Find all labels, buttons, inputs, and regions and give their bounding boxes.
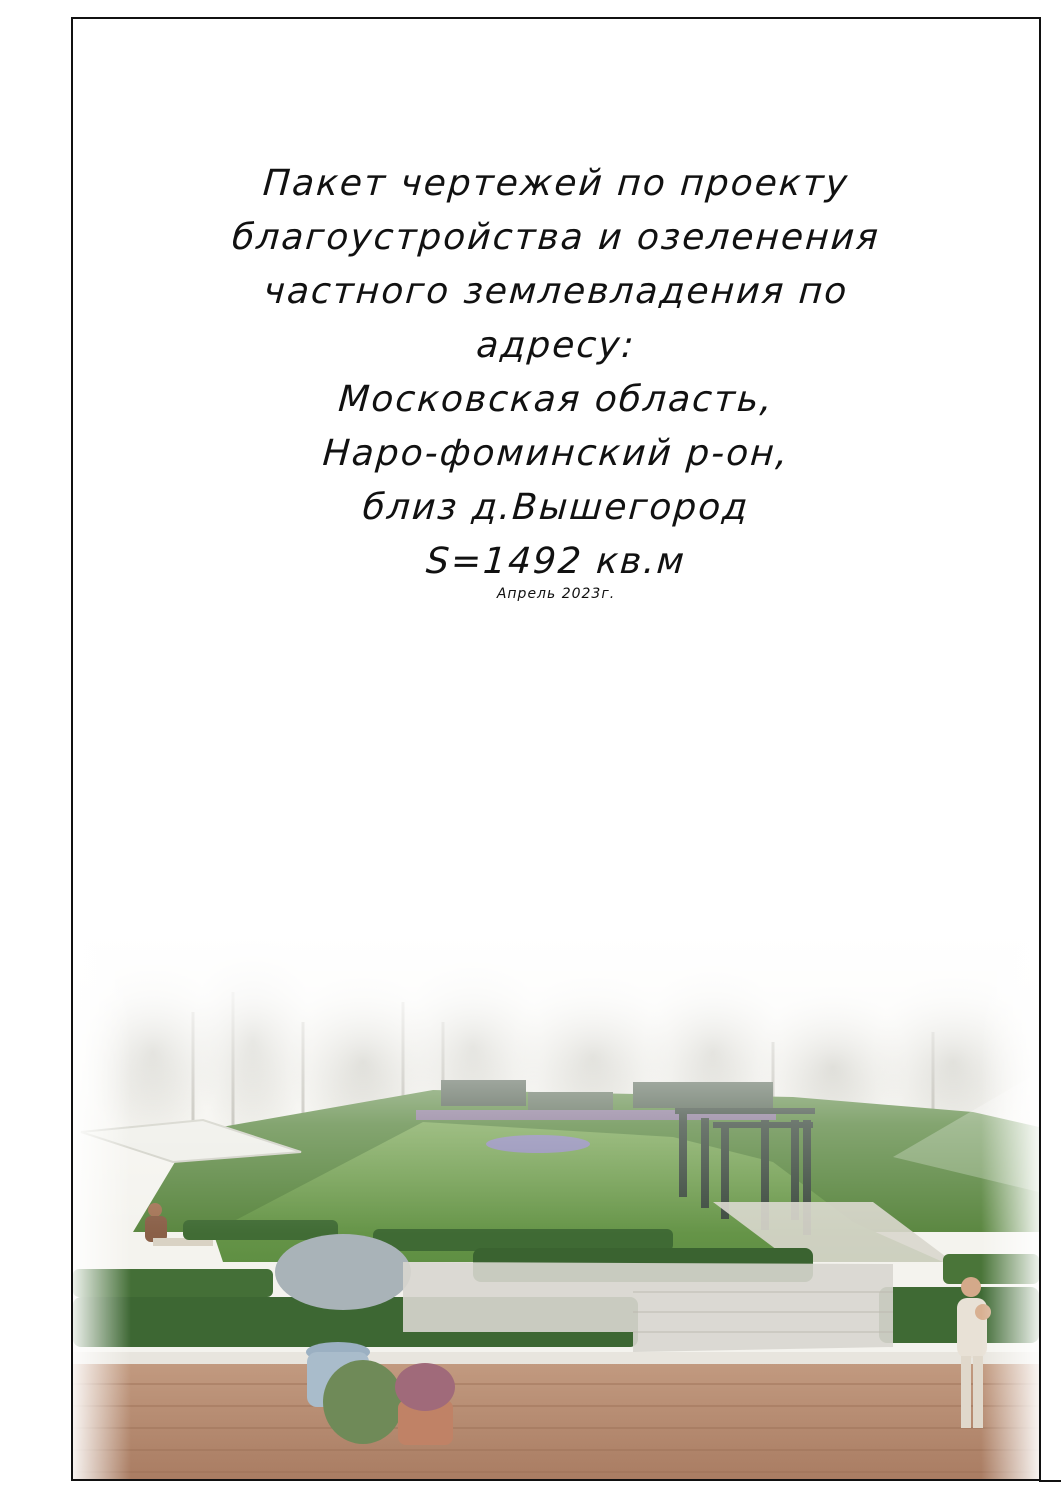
title-line-8: S=1492 кв.м [424, 541, 688, 582]
title-line-4: адресу: [475, 325, 638, 366]
document-date: Апрель 2023г. [496, 586, 616, 602]
document-title [73, 157, 1039, 589]
title-line-1: Пакет чертежей по проекту [261, 163, 851, 204]
frame-corner-mark [1039, 1480, 1061, 1482]
garden-landscape-render [73, 932, 1039, 1481]
title-line-3: частного землевладения по [262, 271, 850, 312]
sheet-frame [71, 17, 1041, 1481]
title-line-2: благоустройства и озеленения [230, 217, 882, 258]
title-line-6: Наро-фоминский р-он, [321, 433, 791, 474]
garden-render-svg [73, 932, 1039, 1481]
title-line-7: близ д.Вышегород [361, 487, 751, 528]
title-line-5: Московская область, [336, 379, 776, 420]
